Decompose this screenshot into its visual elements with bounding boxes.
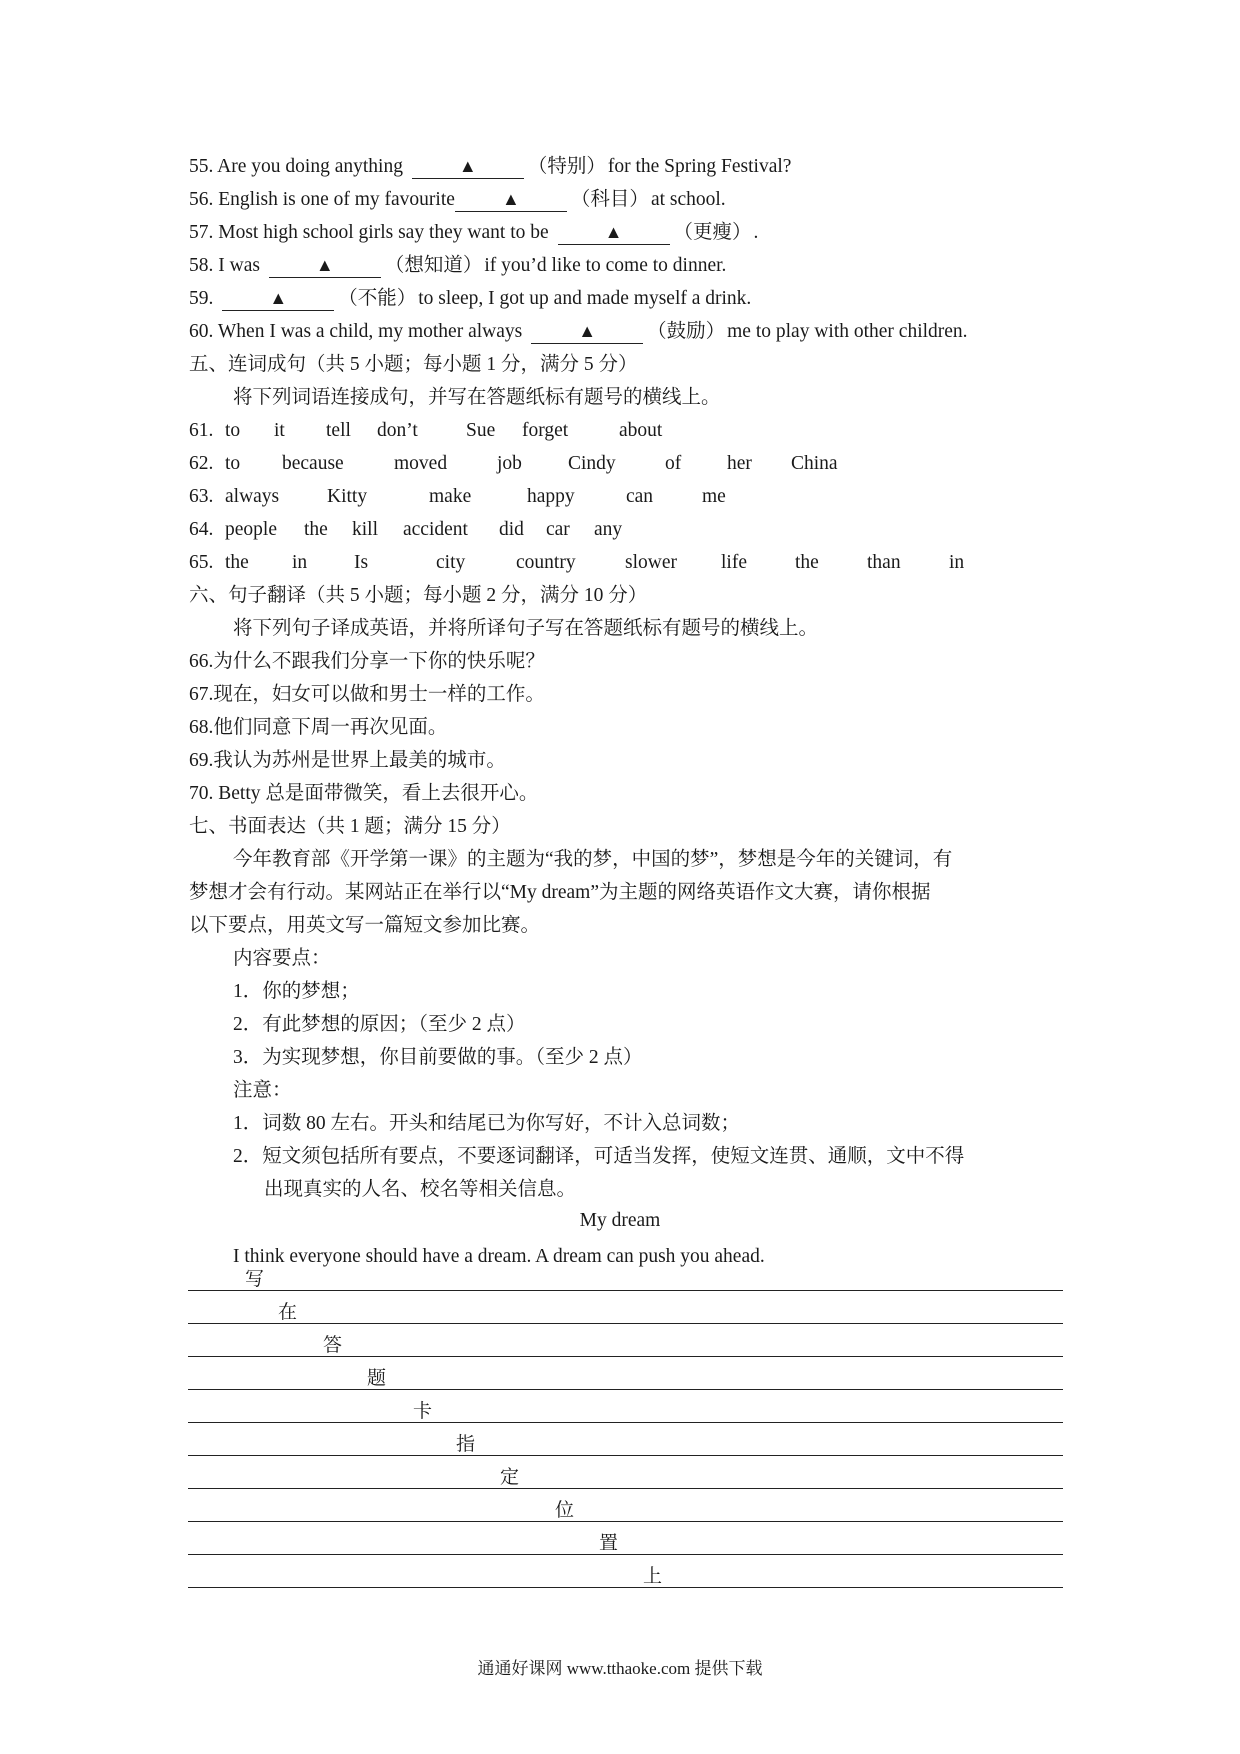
question-68: 68.他们同意下周一再次见面。 xyxy=(189,717,448,738)
writing-line xyxy=(188,1455,1063,1456)
word: to xyxy=(225,420,241,441)
watermark-char: 写 xyxy=(245,1269,265,1290)
question-67: 67.现在，妇女可以做和男士一样的工作。 xyxy=(189,684,545,705)
question-65 xyxy=(189,549,964,577)
question-63 xyxy=(189,483,726,511)
question-64 xyxy=(189,516,622,544)
word: the xyxy=(795,552,819,573)
triangle-marker-icon: ▲ xyxy=(269,288,288,308)
triangle-marker-icon: ▲ xyxy=(578,321,597,341)
word: to xyxy=(225,453,241,474)
point-item: 2．有此梦想的原因；（至少 2 点） xyxy=(233,1014,526,1035)
hint-text: （想知道） xyxy=(384,255,483,276)
word: Sue xyxy=(466,420,496,441)
writing-line xyxy=(188,1521,1063,1522)
essay-title: My dream xyxy=(579,1210,661,1231)
essay-opening: I think everyone should have a dream. A dream can push you ahead. xyxy=(233,1246,765,1267)
watermark-char: 在 xyxy=(278,1302,298,1323)
word: always xyxy=(225,486,280,507)
word: make xyxy=(429,486,472,507)
word: country xyxy=(516,552,576,573)
hint-text: （不能） xyxy=(338,288,417,309)
word: the xyxy=(225,552,249,573)
word: forget xyxy=(522,420,569,441)
writing-line xyxy=(188,1488,1063,1489)
question-text: 60. When I was a child, my mother always xyxy=(189,321,528,342)
triangle-marker-icon: ▲ xyxy=(315,255,334,275)
question-60 xyxy=(189,318,968,346)
answer-blank xyxy=(222,287,334,311)
writing-line xyxy=(188,1554,1063,1555)
hint-text: （科目） xyxy=(570,189,649,210)
word: China xyxy=(791,453,838,474)
question-70: 70. Betty 总是面带微笑，看上去很开心。 xyxy=(189,783,539,804)
word: did xyxy=(499,519,524,540)
section-7-paragraph: 梦想才会有行动。某网站正在举行以“My dream”为主题的网络英语作文大赛，请你根据 xyxy=(189,882,931,903)
section-5-instruction: 将下列词语连接成句，并写在答题纸标有题号的横线上。 xyxy=(233,387,721,408)
word: people xyxy=(225,519,277,540)
word: accident xyxy=(403,519,468,540)
hint-text: （特别） xyxy=(527,156,606,177)
triangle-marker-icon: ▲ xyxy=(458,156,477,176)
answer-blank xyxy=(269,254,381,278)
answer-blank xyxy=(412,155,524,179)
question-55 xyxy=(189,153,791,181)
question-text: to sleep, I got up and made myself a drink. xyxy=(418,288,752,309)
word: car xyxy=(546,519,570,540)
word: slower xyxy=(625,552,677,573)
word: of xyxy=(665,453,682,474)
word: Kitty xyxy=(327,486,368,507)
answer-blank xyxy=(558,221,670,245)
notes-label: 注意： xyxy=(233,1080,292,1101)
section-7-heading: 七、书面表达（共 1 题；满分 15 分） xyxy=(189,816,511,837)
question-number: 64. xyxy=(189,519,214,540)
answer-blank xyxy=(531,320,643,344)
hint-text: （鼓励） xyxy=(647,321,726,342)
point-item: 3．为实现梦想，你目前要做的事。（至少 2 点） xyxy=(233,1047,643,1068)
question-text: me to play with other children. xyxy=(727,321,968,342)
watermark-char: 卡 xyxy=(413,1401,433,1422)
question-number: 65. xyxy=(189,552,214,573)
page-footer: 通通好课网 www.tthaoke.com 提供下载 xyxy=(477,1659,763,1678)
word: job xyxy=(497,453,522,474)
word: in xyxy=(949,552,965,573)
word: than xyxy=(867,552,901,573)
question-text: 57. Most high school girls say they want to be xyxy=(189,222,554,243)
question-62 xyxy=(189,450,838,478)
question-text: if you’d like to come to dinner. xyxy=(484,255,727,276)
section-7-paragraph: 今年教育部《开学第一课》的主题为“我的梦，中国的梦”，梦想是今年的关键词，有 xyxy=(233,849,953,870)
watermark-char: 上 xyxy=(643,1566,663,1587)
writing-line xyxy=(188,1356,1063,1357)
point-item: 1．你的梦想； xyxy=(233,981,360,1002)
note-item: 2．短文须包括所有要点，不要逐词翻译，可适当发挥，使短文连贯、通顺，文中不得 xyxy=(233,1146,965,1167)
points-label: 内容要点： xyxy=(233,948,331,969)
triangle-marker-icon: ▲ xyxy=(604,222,623,242)
question-text: for the Spring Festival? xyxy=(607,156,792,177)
question-text: . xyxy=(753,222,759,243)
word: happy xyxy=(527,486,575,507)
word: Cindy xyxy=(568,453,616,474)
question-66: 66.为什么不跟我们分享一下你的快乐呢？ xyxy=(189,651,545,672)
word: can xyxy=(626,486,654,507)
hint-text: （更瘦） xyxy=(673,222,752,243)
word: the xyxy=(304,519,328,540)
watermark-char: 位 xyxy=(555,1500,575,1521)
writing-line xyxy=(188,1422,1063,1423)
question-61 xyxy=(189,417,662,445)
question-text: 56. English is one of my favourite xyxy=(189,189,455,210)
question-number: 61. xyxy=(189,420,214,441)
watermark-char: 置 xyxy=(599,1533,619,1554)
word: about xyxy=(619,420,663,441)
word: me xyxy=(702,486,726,507)
watermark-char: 答 xyxy=(323,1335,343,1356)
section-5-heading: 五、连词成句（共 5 小题；每小题 1 分，满分 5 分） xyxy=(189,354,638,375)
word: in xyxy=(292,552,308,573)
question-58 xyxy=(189,252,726,280)
question-69: 69.我认为苏州是世界上最美的城市。 xyxy=(189,750,506,771)
word: Is xyxy=(354,552,369,573)
question-number: 63. xyxy=(189,486,214,507)
watermark-char: 定 xyxy=(500,1467,520,1488)
word: it xyxy=(274,420,285,441)
word: moved xyxy=(394,453,448,474)
triangle-marker-icon: ▲ xyxy=(502,189,520,209)
word: any xyxy=(594,519,623,540)
section-6-heading: 六、句子翻译（共 5 小题；每小题 2 分，满分 10 分） xyxy=(189,585,648,606)
note-item: 出现真实的人名、校名等相关信息。 xyxy=(264,1179,577,1200)
writing-line xyxy=(188,1587,1063,1588)
answer-blank xyxy=(455,188,567,212)
question-text: 55. Are you doing anything xyxy=(189,156,408,177)
watermark-char: 指 xyxy=(456,1434,476,1455)
word: tell xyxy=(326,420,351,441)
question-text: 58. I was xyxy=(189,255,265,276)
question-number: 62. xyxy=(189,453,214,474)
question-57 xyxy=(189,219,758,247)
writing-line xyxy=(188,1290,1063,1291)
question-text: 59. xyxy=(189,288,219,309)
word: because xyxy=(282,453,344,474)
question-59 xyxy=(189,285,751,313)
question-text: at school. xyxy=(650,189,726,210)
section-6-instruction: 将下列句子译成英语，并将所译句子写在答题纸标有题号的横线上。 xyxy=(233,618,819,639)
word: her xyxy=(727,453,752,474)
note-item: 1．词数 80 左右。开头和结尾已为你写好，不计入总词数； xyxy=(233,1113,741,1134)
word: don’t xyxy=(377,420,418,441)
section-7-paragraph: 以下要点，用英文写一篇短文参加比赛。 xyxy=(189,915,541,936)
watermark-char: 题 xyxy=(367,1368,387,1389)
word: city xyxy=(436,552,466,573)
writing-line xyxy=(188,1323,1063,1324)
word: kill xyxy=(352,519,379,540)
word: life xyxy=(721,552,747,573)
question-56 xyxy=(189,186,726,214)
writing-line xyxy=(188,1389,1063,1390)
